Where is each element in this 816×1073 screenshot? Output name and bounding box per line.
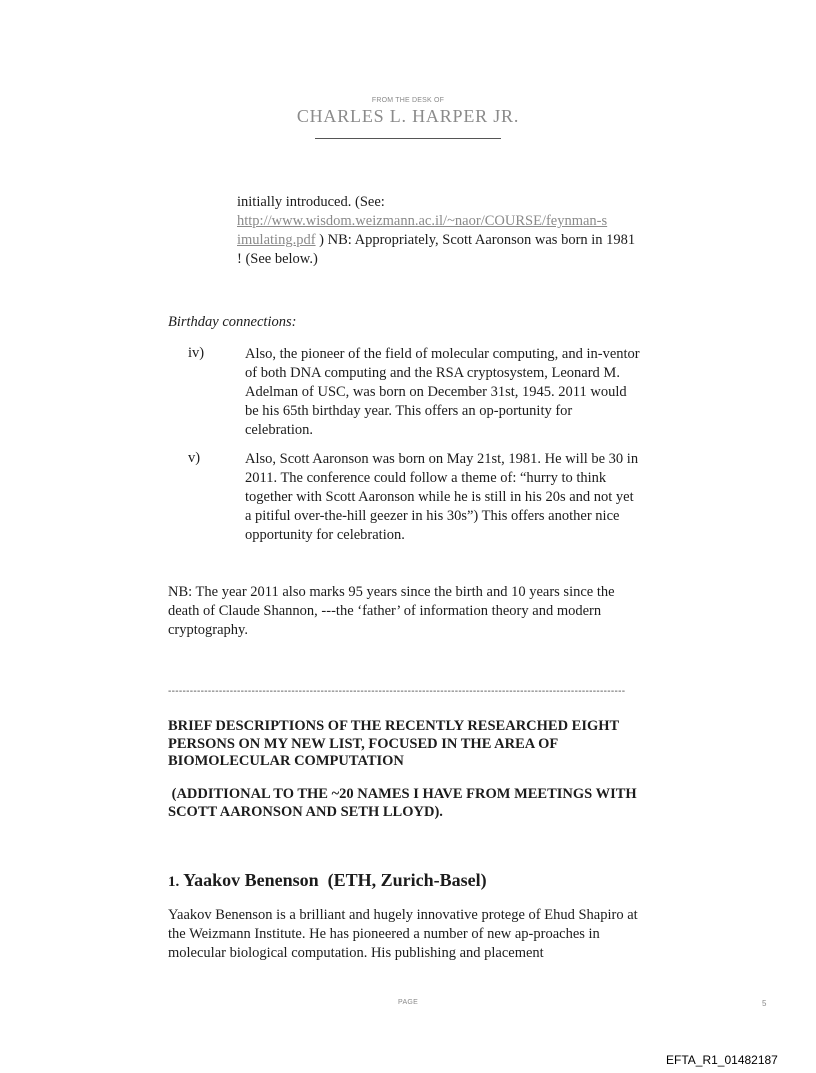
document-id-stamp: EFTA_R1_01482187: [666, 1053, 778, 1067]
birthday-heading: Birthday connections:: [168, 314, 297, 330]
bold-subheading: (ADDITIONAL TO THE ~20 NAMES I HAVE FROM MEETINGS WITH SCOTT AARONSON AND SETH LLOYD).: [168, 786, 641, 820]
footer-page-number: 5: [762, 999, 767, 1008]
footer-page-label: PAGE: [398, 999, 419, 1006]
section-heading: [168, 870, 487, 891]
nb-paragraph: NB: The year 2011 also marks 95 years since the birth and 10 years since the death of Claude Shannon, ---the ‘father’ of information theory and modern cryptography.: [168, 584, 615, 638]
intro-text-after: ) NB: Appropriately, Scott Aaronson was born in 1981 ! (See below.): [237, 232, 636, 267]
item-number: v): [188, 450, 201, 466]
section-title: Yaakov Benenson (ETH, Zurich-Basel): [179, 870, 487, 890]
reference-link[interactable]: http://www.wisdom.weizmann.ac.il/~naor/COURSE/feynman-s imulating.pdf: [237, 213, 608, 248]
bold-heading: BRIEF DESCRIPTIONS OF THE RECENTLY RESEARCHED EIGHT PERSONS ON MY NEW LIST, FOCUSED IN THE AREA OF BIOMOLECULAR COMPUTATION: [168, 718, 619, 769]
letterhead-rule: [315, 138, 501, 139]
section-number: 1.: [168, 874, 180, 890]
intro-text-before: initially introduced. (See:: [237, 194, 385, 210]
letterhead-name: CHARLES L. HARPER JR.: [296, 106, 520, 126]
section-body: Yaakov Benenson is a brilliant and hugely innovative protege of Ehud Shapiro at the Weizmann Institute. He has pioneered a number of new ap-proaches in molecular biological computation. His publishing and placement: [168, 907, 638, 961]
list-item: Also, Scott Aaronson was born on May 21st, 1981. He will be 30 in 2011. The conference could follow a theme of: “hurry to think together with Scott Aaronson while he is still in his 20s and not yet a pitiful over-the-hill geezer in his 30s”) This offers another nice opportunity for celebration.: [245, 451, 639, 543]
divider-line: ------------------------------------------------------------------------------------------------------------------------------: [168, 686, 626, 697]
item-number: iv): [188, 345, 205, 361]
intro-paragraph: [237, 193, 637, 269]
list-item: Also, the pioneer of the field of molecular computing, and in-ventor of both DNA computing and the RSA cryptosystem, Leonard M. Adelman of USC, was born on December 31st, 1945. 2011 would be his 65th birthday year. This offers an op-portunity for celebration.: [245, 346, 640, 438]
letterhead-from-label: FROM THE DESK OF: [371, 97, 445, 104]
